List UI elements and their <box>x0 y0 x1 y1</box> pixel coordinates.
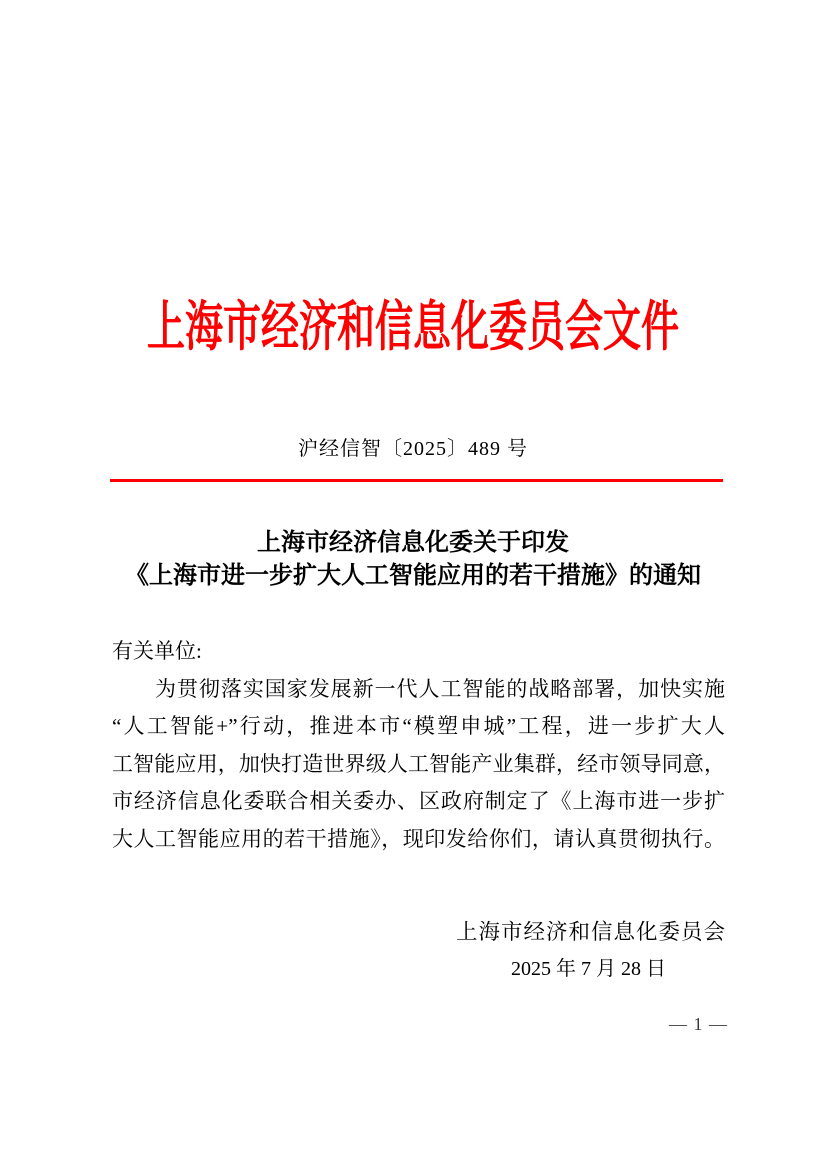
doc-title-line1: 上海市经济信息化委关于印发 <box>257 530 569 556</box>
red-divider-line <box>110 479 723 482</box>
doc-body <box>112 633 725 858</box>
body-line-5: 大人工智能应用的若干措施》，现印发给你们，请认真贯彻执行。 <box>112 826 725 851</box>
red-header-banner <box>0 299 826 357</box>
body-line-3: 工智能应用，加快打造世界级人工智能产业集群，经市领导同意， <box>112 751 725 776</box>
issuing-org-title: 上海市经济和信息化委员会文件 <box>146 298 679 358</box>
doc-title-line2: 《上海市进一步扩大人工智能应用的若干措施》的通知 <box>125 563 701 589</box>
body-line-2: “人工智能+”行动，推进本市“模塑申城”工程，进一步扩大人 <box>112 714 725 738</box>
page-number: — 1 — <box>669 1014 728 1034</box>
body-line-4: 市经济信息化委联合相关委办、区政府制定了《上海市进一步扩 <box>112 789 725 813</box>
salutation: 有关单位: <box>112 639 202 663</box>
doc-title <box>0 527 826 593</box>
signature-date: 2025 年 7 月 28 日 <box>511 958 666 980</box>
signature-org: 上海市经济和信息化委员会 <box>455 920 726 944</box>
doc-reference-number: 沪经信智〔2025〕489 号 <box>298 438 528 460</box>
body-line-1: 为贯彻落实国家发展新一代人工智能的战略部署，加快实施 <box>155 676 725 701</box>
